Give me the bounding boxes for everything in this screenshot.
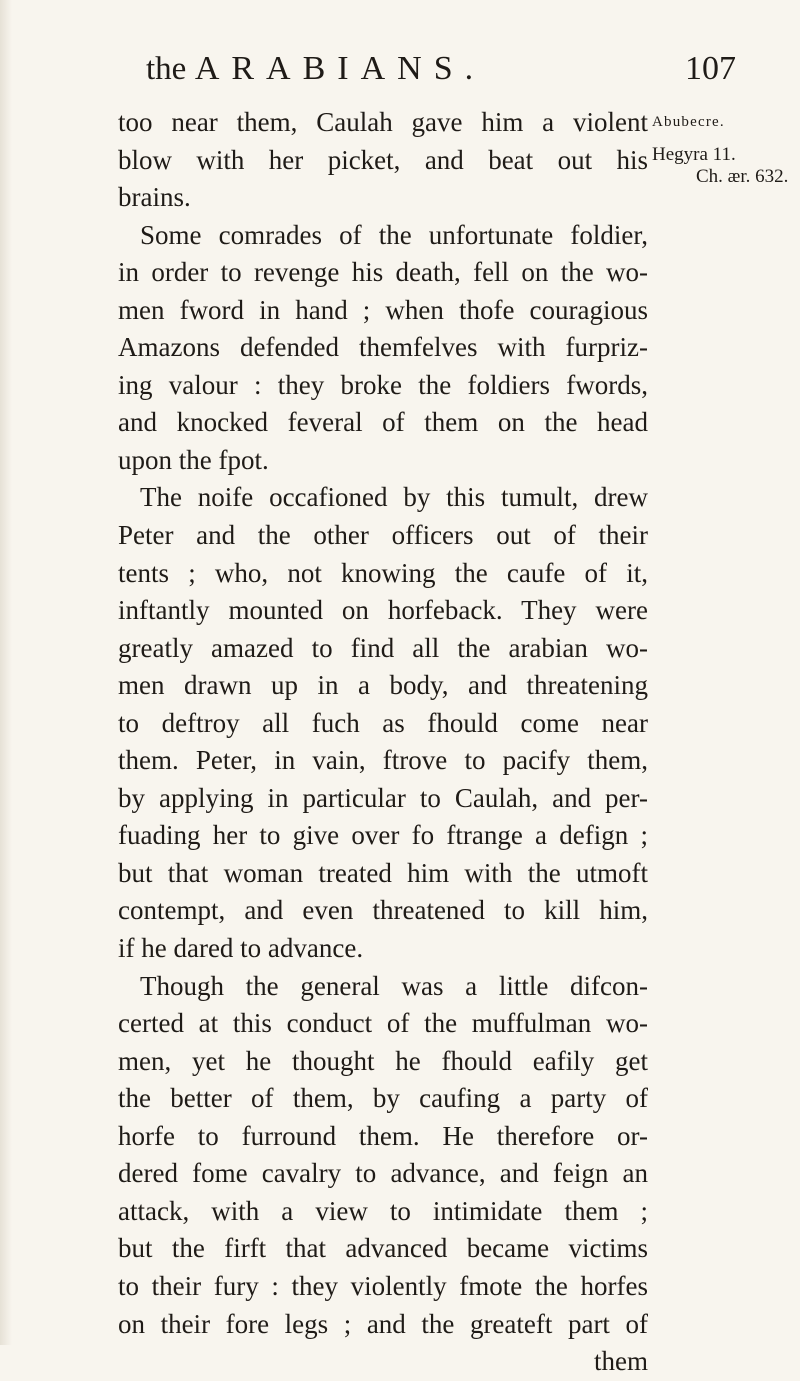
catchword: them	[594, 1346, 648, 1377]
text-line: if he dared to advance.	[118, 933, 364, 964]
margin-note-christian-era: Ch. ær. 632.	[696, 166, 789, 187]
running-head-caps: ARABIANS.	[194, 50, 486, 87]
text-line: on their fore legs ; and the greateft part of	[118, 1308, 648, 1339]
text-line: attack, with a view to intimidate them ;	[118, 1195, 648, 1226]
text-line: and knocked feveral of them on the head	[118, 407, 648, 438]
text-line: certed at this conduct of the muffulman wo-	[118, 1008, 648, 1039]
margin-note-caliph: Abubecre.	[652, 114, 725, 130]
text-line: fuading her to give over fo ftrange a defign ;	[118, 820, 648, 851]
text-line: in order to revenge his death, fell on the wo-	[118, 257, 648, 288]
running-head-title	[146, 46, 485, 92]
margin-note	[652, 108, 796, 188]
text-line: but the firft that advanced became victims	[118, 1233, 648, 1264]
text-line: Some comrades of the unfortunate foldier,	[140, 219, 648, 250]
running-head-article: the	[146, 51, 187, 87]
text-line: the better of them, by caufing a party of	[118, 1083, 648, 1114]
text-line: horfe to furround them. He therefore or-	[118, 1120, 648, 1151]
text-line: but that woman treated him with the utmoft	[118, 857, 648, 888]
text-line: blow with her picket, and beat out his	[118, 144, 648, 175]
text-line: them. Peter, in vain, ftrove to pacify them,	[118, 745, 648, 776]
text-line: dered fome cavalry to advance, and feign an	[118, 1158, 648, 1189]
text-line: ing valour : they broke the foldiers fwords,	[118, 369, 648, 400]
page-gutter	[0, 0, 12, 1345]
text-line: Amazons defended themfelves with furpriz-	[118, 332, 648, 363]
text-line: too near them, Caulah gave him a violent	[118, 107, 648, 137]
text-line: contempt, and even threatened to kill him,	[118, 895, 648, 926]
text-line: tents ; who, not knowing the caufe of it,	[118, 557, 648, 588]
text-line: Peter and the other officers out of their	[118, 520, 648, 551]
body-text	[118, 104, 648, 1381]
text-line: Though the general was a little difcon-	[140, 970, 648, 1001]
page-number: 107	[685, 50, 736, 87]
text-line: brains.	[118, 182, 191, 213]
text-line: inftantly mounted on horfeback. They were	[118, 595, 648, 626]
text-line: men drawn up in a body, and threatening	[118, 670, 648, 701]
margin-note-hegyra: Hegyra 11.	[652, 144, 736, 165]
text-line: upon the fpot.	[118, 444, 269, 475]
running-head	[146, 46, 736, 92]
text-line: to their fury : they violently fmote the horfes	[118, 1270, 648, 1301]
text-line: men fword in hand ; when thofe couragious	[118, 294, 648, 325]
text-line: by applying in particular to Caulah, and per-	[118, 782, 648, 813]
text-line: men, yet he thought he fhould eafily get	[118, 1045, 648, 1076]
text-line: to deftroy all fuch as fhould come near	[118, 707, 648, 738]
text-line: The noife occafioned by this tumult, drew	[140, 482, 648, 513]
text-line: greatly amazed to find all the arabian wo-	[118, 632, 648, 663]
